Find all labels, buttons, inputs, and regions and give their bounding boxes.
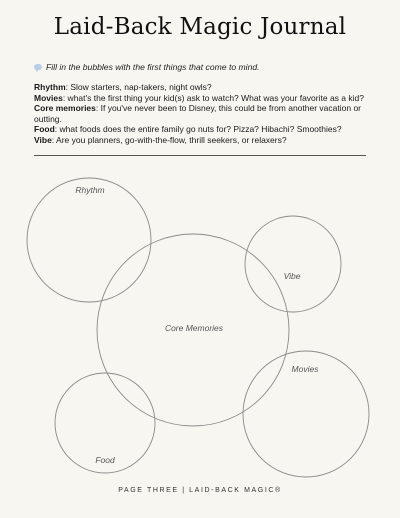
prompt-text: : what foods does the entire family go nuts for? Pizza? Hibachi? Smoothies? (54, 124, 342, 135)
intro-text: Fill in the bubbles with the first things that come to mind. (46, 62, 260, 72)
prompt-label: Food (34, 124, 55, 135)
prompt-text: : Are you planners, go-with-the-flow, thrill seekers, or relaxers? (51, 134, 287, 145)
prompt-label: Rhythm (34, 82, 66, 92)
bubble-label-rhythm: Rhythm (75, 185, 105, 195)
bubble-label-food: Food (95, 455, 115, 465)
prompt-label: Core memories (34, 103, 96, 114)
prompt-text: : Slow starters, nap-takers, night owls? (65, 82, 212, 92)
bubble-label-vibe: Vibe (283, 271, 301, 281)
bubble-label-core-memories: Core Memories (164, 323, 224, 333)
bubble-label-movies: Movies (291, 364, 319, 374)
page-title: Laid-Back Magic Journal (53, 14, 347, 40)
prompt-label: Vibe (34, 134, 52, 145)
bubble-vibe[interactable] (245, 216, 341, 312)
prompt-text: : what's the first thing your kid(s) ask to watch? What was your favorite as a kid? (62, 92, 364, 103)
page-footer: PAGE THREE | LAID-BACK MAGIC® (118, 487, 282, 494)
prompt-label: Movies (34, 92, 63, 103)
bubble-rhythm[interactable] (27, 178, 151, 302)
prompt-text: : If you've never been to Disney, this could be from another vacation or outting. (34, 103, 362, 124)
